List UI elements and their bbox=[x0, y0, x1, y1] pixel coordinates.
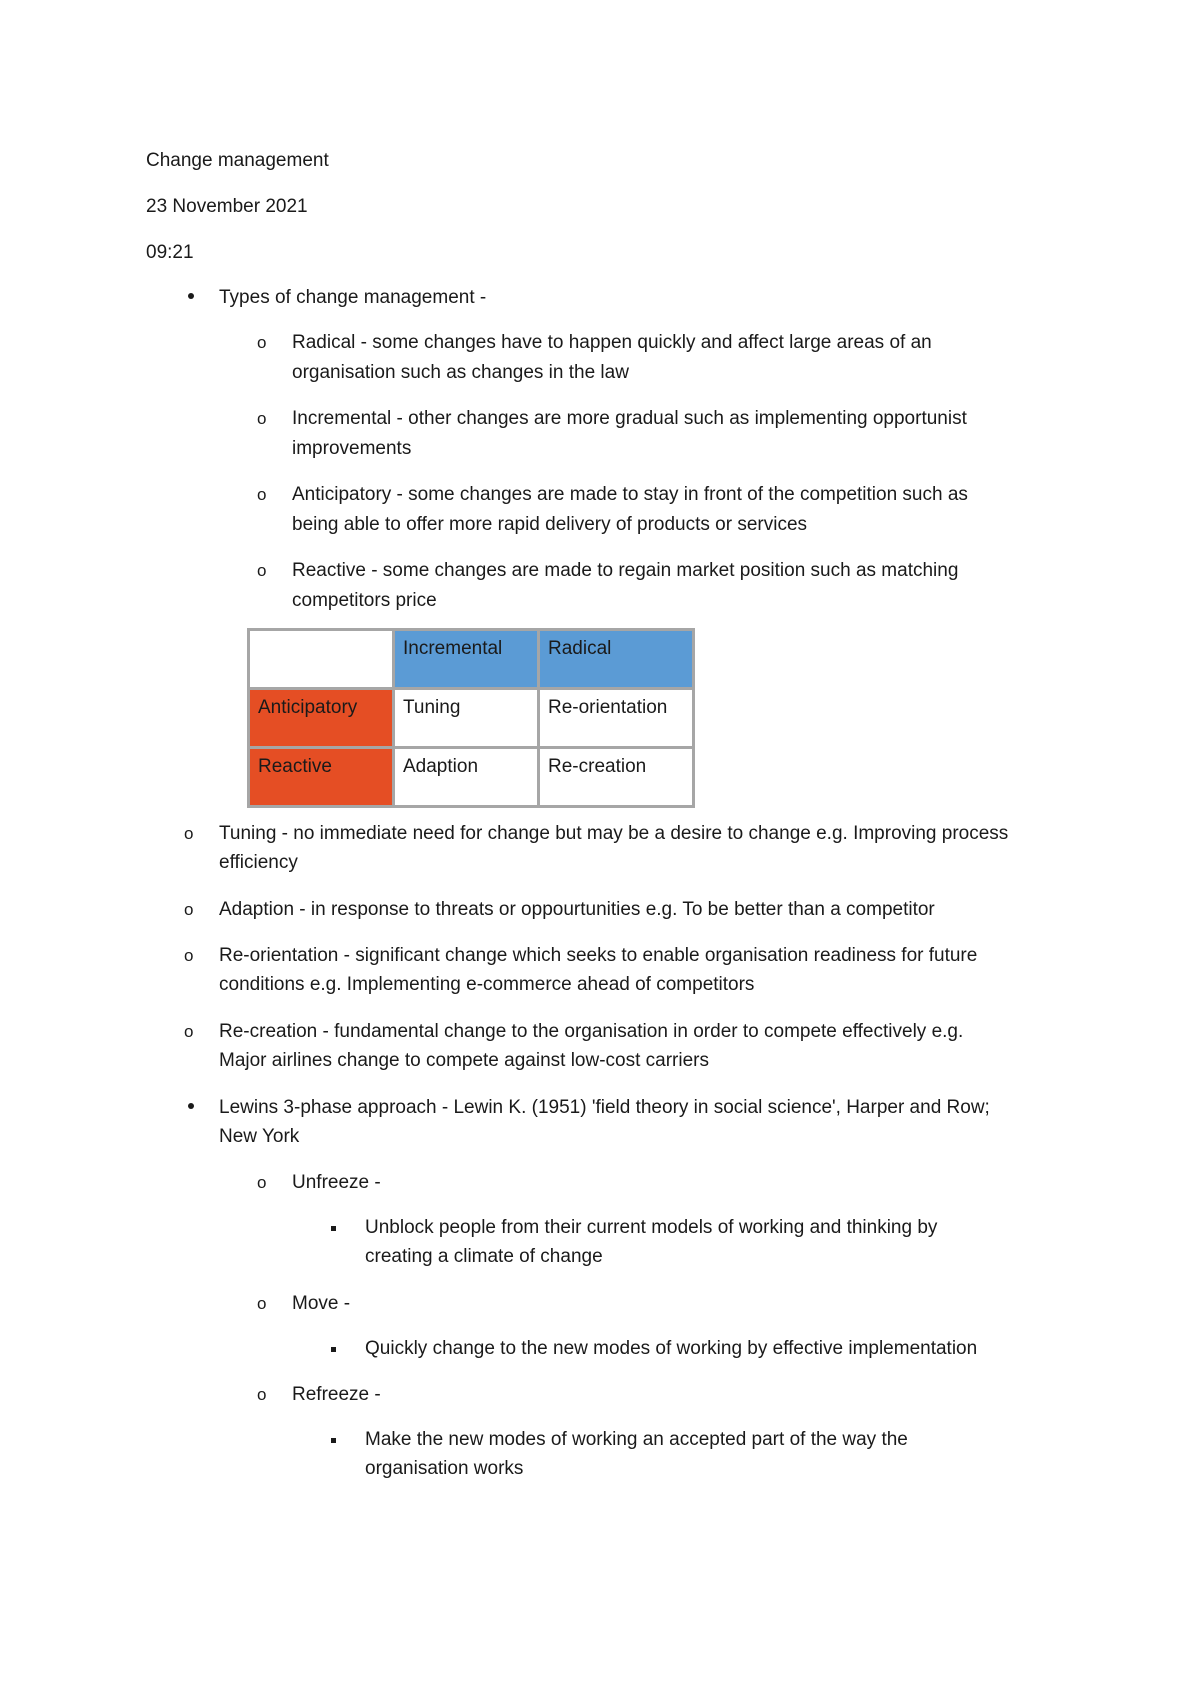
list-item-text: Move - bbox=[292, 1293, 351, 1314]
list-item-text: Anticipatory - some changes are made to stay in front of the competition such as bbox=[292, 484, 968, 505]
list-item-text: Reactive - some changes are made to regain market position such as matching bbox=[292, 560, 959, 581]
change-matrix-table bbox=[247, 628, 695, 808]
table-row-label: Anticipatory bbox=[249, 689, 394, 748]
bullet-circle-icon: o bbox=[257, 1385, 267, 1404]
table-header-cell: Radical bbox=[539, 630, 694, 689]
bullet-circle-icon: o bbox=[257, 485, 267, 504]
bullet-square-icon bbox=[331, 1347, 336, 1352]
bullet-circle-icon: o bbox=[184, 1022, 194, 1041]
list-item-text-cont: efficiency bbox=[219, 852, 298, 873]
table-header-row bbox=[249, 630, 694, 689]
list-item-text: Adaption - in response to threats or oppourtunities e.g. To be better than a competitor bbox=[219, 899, 935, 920]
note-time: 09:21 bbox=[146, 242, 194, 263]
table-row-label: Reactive bbox=[249, 748, 394, 807]
list-item-text-cont: Major airlines change to compete against low-cost carriers bbox=[219, 1050, 709, 1071]
list-item-text-cont: organisation such as changes in the law bbox=[292, 362, 629, 383]
bullet-circle-icon: o bbox=[184, 824, 194, 843]
list-item-text-cont: New York bbox=[219, 1126, 300, 1147]
table-cell: Tuning bbox=[394, 689, 539, 748]
bullet-square-icon bbox=[331, 1226, 336, 1231]
bullet-square-icon bbox=[331, 1438, 336, 1443]
table-cell: Re-creation bbox=[539, 748, 694, 807]
list-item-text-cont: organisation works bbox=[365, 1458, 524, 1479]
list-item-text-cont: competitors price bbox=[292, 590, 437, 611]
bullet-dot-icon bbox=[188, 1103, 194, 1109]
bullet-circle-icon: o bbox=[257, 1173, 267, 1192]
list-item-text: Lewins 3-phase approach - Lewin K. (1951) 'field theory in social science', Harper and Row; bbox=[219, 1097, 990, 1118]
bullet-circle-icon: o bbox=[257, 333, 267, 352]
list-item-text: Make the new modes of working an accepted part of the way the bbox=[365, 1429, 908, 1450]
bullet-circle-icon: o bbox=[257, 1294, 267, 1313]
list-item-text: Tuning - no immediate need for change but may be a desire to change e.g. Improving process bbox=[219, 823, 1009, 844]
list-item-text: Radical - some changes have to happen quickly and affect large areas of an bbox=[292, 332, 932, 353]
bullet-circle-icon: o bbox=[257, 409, 267, 428]
table-row bbox=[249, 748, 694, 807]
list-item-text-cont: being able to offer more rapid delivery of products or services bbox=[292, 514, 808, 535]
bullet-circle-icon: o bbox=[257, 561, 267, 580]
bullet-circle-icon: o bbox=[184, 946, 194, 965]
list-item-text: Unfreeze - bbox=[292, 1172, 381, 1193]
table-header-cell: Incremental bbox=[394, 630, 539, 689]
note-date: 23 November 2021 bbox=[146, 196, 308, 217]
list-item-text-cont: creating a climate of change bbox=[365, 1246, 603, 1267]
table-cell: Re-orientation bbox=[539, 689, 694, 748]
page-title: Change management bbox=[146, 150, 329, 171]
bullet-dot-icon bbox=[188, 293, 194, 299]
list-item-text: Unblock people from their current models of working and thinking by bbox=[365, 1217, 938, 1238]
table-corner-cell bbox=[249, 630, 394, 689]
list-item-text-cont: conditions e.g. Implementing e-commerce ahead of competitors bbox=[219, 974, 755, 995]
table-cell: Adaption bbox=[394, 748, 539, 807]
list-item-text-cont: improvements bbox=[292, 438, 412, 459]
list-item-text: Incremental - other changes are more gradual such as implementing opportunist bbox=[292, 408, 967, 429]
list-item-text: Types of change management - bbox=[219, 287, 487, 308]
list-item-text: Re-creation - fundamental change to the organisation in order to compete effectively e.g. bbox=[219, 1021, 964, 1042]
list-item-text: Re-orientation - significant change which seeks to enable organisation readiness for future bbox=[219, 945, 978, 966]
list-item-text: Refreeze - bbox=[292, 1384, 381, 1405]
table-row bbox=[249, 689, 694, 748]
list-item-text: Quickly change to the new modes of working by effective implementation bbox=[365, 1338, 978, 1359]
bullet-circle-icon: o bbox=[184, 900, 194, 919]
